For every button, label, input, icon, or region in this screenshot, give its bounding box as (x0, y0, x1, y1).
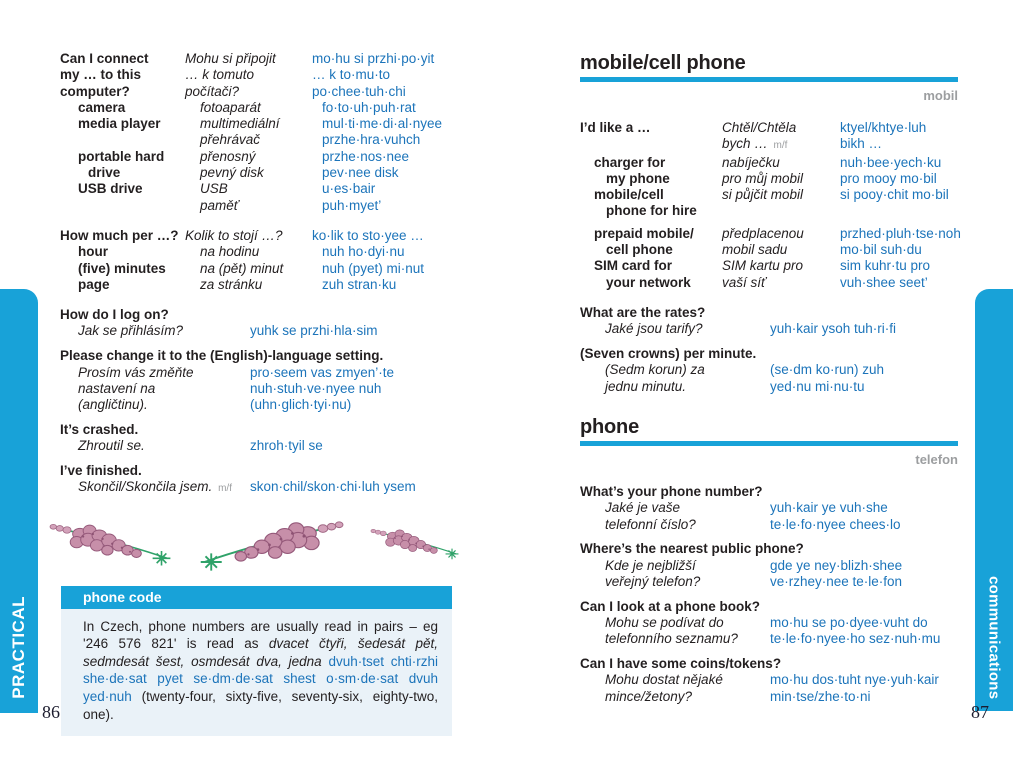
english-text: your network (606, 274, 691, 290)
phrase-table (60, 51, 462, 214)
gender-note: m/f (770, 140, 788, 152)
pronunciation-text: te·le·fo·nyee·ho sez·nuh·mu (770, 631, 941, 647)
page-number-left: 86 (42, 702, 60, 722)
english-text: USB drive (78, 181, 143, 197)
phrase-row (60, 149, 462, 165)
section-tab-practical (0, 289, 38, 713)
phrase-row (60, 132, 462, 148)
phrase-line (580, 615, 958, 631)
pronunciation-text: puh·myet’ (322, 197, 382, 213)
english-phrase: (Seven crowns) per minute. (580, 346, 757, 362)
section-underline (580, 441, 958, 446)
phrase-row (60, 100, 462, 116)
czech-text: na (pět) minut (200, 260, 284, 276)
tab-label: communications (985, 575, 1003, 699)
czech-text: nabíječku (722, 154, 780, 170)
pronunciation-text: fo·to·uh·puh·rat (322, 99, 416, 115)
phrase-row (60, 277, 462, 293)
phrase-row (580, 136, 958, 154)
english-text: mobile/cell (594, 187, 664, 203)
czech-text: Zhroutil se. (78, 438, 145, 454)
phrase-block (60, 463, 462, 498)
czech-text: … k tomuto (185, 67, 255, 83)
pronunciation-text: ve·rzhey·nee te·le·fon (770, 573, 903, 589)
english-text: camera (78, 99, 126, 115)
phrase-section (580, 52, 961, 395)
pronunciation-text: nuh·stuh·ve·nyee nuh (250, 380, 382, 396)
phrase-line (580, 689, 958, 705)
english-text: portable hard (78, 148, 165, 164)
czech-text (722, 203, 840, 219)
section-underline (580, 77, 958, 82)
pronunciation-text: te·le·fo·nyee chees·lo (770, 516, 901, 532)
pronunciation-text: zhroh·tyil se (250, 438, 323, 454)
phrase-block (60, 422, 462, 455)
czech-text: Chtěl/Chtěla (722, 120, 797, 135)
pronunciation-text: pro mooy mo·bil (840, 170, 937, 186)
english-text: (five) minutes (78, 260, 166, 276)
czech-text: pevný disk (200, 165, 264, 181)
phrase-block (60, 307, 462, 340)
czech-text: bych … m/f (722, 136, 788, 152)
english-text: charger for (594, 154, 666, 170)
phrase-row (60, 51, 462, 67)
phrase-row (60, 244, 462, 260)
phrase-row (60, 198, 462, 214)
pronunciation-text: bikh … (840, 136, 883, 152)
pronunciation-text: zuh stran·ku (322, 276, 397, 292)
english-text: computer? (60, 83, 130, 99)
english-phrase: What’s your phone number? (580, 483, 763, 499)
phrase-line (580, 558, 958, 574)
czech-text: Mohu si připojit (185, 51, 276, 66)
chapter-tab-communications (975, 289, 1013, 711)
phrase-block (580, 484, 958, 533)
czech-text: Kolik to stojí …? (185, 227, 283, 243)
english-text (580, 136, 722, 154)
phrase-line (580, 362, 958, 378)
phrase-block (580, 305, 958, 338)
english-phrase: It’s crashed. (60, 421, 139, 437)
pronunciation-text: vuh·shee seet’ (840, 274, 928, 290)
phrase-line (60, 381, 462, 397)
pronunciation-text: yuh·kair ye vuh·she (770, 500, 888, 516)
text-segment: dvacet čtyři, šedesát pět, sedmdesát šest, osmdesát dva, jedna (83, 636, 439, 669)
english-text (60, 198, 185, 214)
czech-text: USB (200, 181, 228, 197)
phrase-row (580, 203, 958, 219)
czech-text: mince/žetony? (605, 688, 693, 704)
flower-decorations (46, 506, 462, 576)
english-phrase: Please change it to the (English)-language setting. (60, 348, 384, 364)
english-text: Can I connect (60, 51, 149, 66)
pronunciation-text: mul·ti·me·di·al·nyee (322, 116, 443, 132)
phrase-row (580, 242, 958, 258)
phrase-block (580, 346, 958, 395)
phrase-row (60, 116, 462, 132)
phrase-line (60, 365, 462, 381)
pronunciation-text: sim kuhr·tu pro (840, 258, 931, 274)
page-number-right: 87 (971, 702, 989, 722)
phrase-line (580, 517, 958, 533)
flower-garland-icon (368, 522, 462, 560)
czech-text: na hodinu (200, 244, 260, 260)
phrase-row (580, 120, 958, 136)
phrase-row (60, 67, 462, 83)
czech-text: mobil sadu (722, 242, 788, 258)
phrase-section (580, 416, 958, 705)
czech-text: Kde je nejbližší (605, 557, 696, 573)
info-box-title: phone code (61, 586, 452, 609)
pronunciation-text: (uhn·glich·tyi·nu) (250, 397, 352, 413)
tab-label: PRACTICAL (9, 596, 28, 699)
phrase-line (580, 672, 958, 688)
czech-text: veřejný telefon? (605, 573, 701, 589)
english-phrase: How do I log on? (60, 307, 169, 323)
section-subtitle: telefon (915, 451, 958, 467)
pronunciation-text: yuhk se przhi·hla·sim (250, 323, 378, 339)
english-text (60, 132, 185, 148)
phrase-line (60, 479, 462, 497)
pronunciation-text: przhe·hra·vuhch (322, 132, 421, 148)
flower-garland-icon (46, 514, 175, 567)
english-text: my phone (606, 170, 670, 186)
phrase-row (580, 275, 958, 291)
pronunciation-text: po·chee·tuh·chi (312, 83, 406, 99)
phrase-line (60, 323, 462, 339)
phrase-row (580, 155, 958, 171)
czech-text: Jaké jsou tarify? (605, 321, 703, 337)
section-subtitle: mobil (923, 88, 958, 103)
pronunciation-text: si pooy·chit mo·bil (840, 187, 949, 203)
flower-garland-icon (195, 510, 348, 572)
text-segment: (twenty-four, sixty-five, seventy-six, eighty-two, one). (83, 689, 438, 722)
pronunciation-text: mo·hu si przhi·po·yit (312, 51, 435, 66)
czech-text: Skončil/Skončila jsem. m/f (78, 479, 232, 495)
info-box-body (61, 609, 452, 737)
czech-text: Prosím vás změňte (78, 364, 194, 380)
czech-text: předplacenou (722, 225, 804, 241)
english-phrase: What are the rates? (580, 304, 706, 320)
phrase-row (60, 261, 462, 277)
english-text: I’d like a … (580, 120, 651, 135)
pronunciation-text: nuh (pyet) mi·nut (322, 260, 425, 276)
phrase-block (580, 656, 958, 705)
phrase-table (580, 120, 961, 291)
english-phrase: I’ve finished. (60, 463, 142, 479)
czech-text: SIM kartu pro (722, 258, 804, 274)
gender-note: m/f (215, 483, 232, 495)
czech-text: (Sedm korun) za (605, 362, 705, 378)
czech-text: pro můj mobil (722, 170, 804, 186)
pronunciation-text: nuh·bee·yech·ku (840, 154, 942, 170)
czech-text: telefonního seznamu? (605, 631, 738, 647)
right-page-content (580, 52, 961, 726)
czech-text: multimediální (200, 116, 280, 132)
phrase-row (60, 181, 462, 197)
czech-text: nastavení na (78, 380, 156, 396)
phrase-row (60, 84, 462, 100)
czech-text: Jaké je vaše (605, 500, 681, 516)
phrase-table (60, 228, 462, 293)
pronunciation-text: mo·hu dos·tuht nye·yuh·kair (770, 672, 939, 688)
czech-text: paměť (200, 197, 239, 213)
english-text: prepaid mobile/ (594, 225, 694, 241)
phrase-row (580, 171, 958, 187)
english-text: drive (88, 165, 121, 181)
english-text: page (78, 276, 110, 292)
phrase-block (60, 348, 462, 413)
left-page-content (60, 51, 462, 736)
pronunciation-text: gde ye ney·blizh·shee (770, 557, 903, 573)
czech-text: za stránku (200, 276, 263, 292)
pronunciation-text: nuh ho·dyi·nu (322, 244, 405, 260)
english-text: cell phone (606, 242, 673, 258)
phrase-block (580, 599, 958, 648)
phrase-row (580, 225, 961, 242)
phrase-row (580, 258, 958, 274)
pronunciation-text: yuh·kair ysoh tuh·ri·fi (770, 321, 897, 337)
czech-text: Jak se přihlásím? (78, 323, 184, 339)
czech-text: (angličtinu). (78, 397, 148, 413)
pronunciation-text: mo·hu se po·dyee·vuht do (770, 615, 928, 631)
pronunciation-text (840, 203, 958, 219)
pronunciation-text: u·es·bair (322, 181, 376, 197)
czech-text: fotoaparát (200, 99, 261, 115)
left-page-phrases (60, 51, 462, 498)
pronunciation-text: min·tse/zhe·to·ni (770, 688, 871, 704)
english-phrase: Where’s the nearest public phone? (580, 541, 804, 557)
czech-text: počítači? (185, 83, 240, 99)
pronunciation-text: pev·nee disk (322, 165, 399, 181)
english-phrase: Can I look at a phone book? (580, 598, 761, 614)
text-segment: In Czech, phone numbers are usually read in pairs – eg '246 576 821' is read as (83, 618, 438, 652)
czech-text: si půjčit mobil (722, 187, 804, 203)
czech-text: Mohu dostat nějaké (605, 672, 723, 688)
czech-text: jednu minutu. (605, 378, 687, 394)
pronunciation-text: pro·seem vas zmyen’·te (250, 364, 395, 380)
pronunciation-text: skon·chil/skon·chi·luh ysem (250, 479, 416, 495)
english-phrase: Can I have some coins/tokens? (580, 656, 782, 672)
pronunciation-text: … k to·mu·to (312, 67, 391, 83)
phrase-row (60, 165, 462, 181)
english-text: phone for hire (606, 203, 697, 219)
english-text: media player (78, 116, 161, 132)
phrase-line (580, 631, 958, 647)
pronunciation-text: ktyel/khtye·luh (840, 120, 927, 135)
phrase-row (60, 228, 462, 244)
pronunciation-text: przhed·pluh·tse·noh (840, 225, 961, 241)
pronunciation-text: ko·lik to sto·yee … (312, 227, 424, 243)
section-title: mobile/cell phone (580, 52, 746, 74)
czech-text: přehrávač (200, 132, 261, 148)
phrase-line (580, 321, 958, 337)
czech-text: telefonní číslo? (605, 516, 696, 532)
text-segment: dvuh·tset chti·rzhi she·de·sat pyet se·dm·de·sat shest o·sm·de·sat dvuh yed·nuh (83, 653, 438, 704)
phrase-line (580, 379, 958, 395)
pronunciation-text: yed·nu mi·nu·tu (770, 378, 865, 394)
phrase-line (60, 438, 462, 454)
english-text: How much per …? (60, 227, 179, 243)
phrase-line (60, 397, 462, 413)
pronunciation-text: przhe·nos·nee (322, 148, 410, 164)
czech-text: přenosný (200, 148, 256, 164)
pronunciation-text: mo·bil suh·du (840, 242, 922, 258)
phone-code-info-box (61, 586, 452, 737)
phrase-line (580, 574, 958, 590)
phrase-block (580, 541, 958, 590)
section-content (580, 120, 961, 395)
czech-text: Mohu se podívat do (605, 615, 724, 631)
phrase-line (580, 500, 958, 516)
czech-text: vaší síť (722, 274, 766, 290)
section-content (580, 484, 958, 705)
pronunciation-text: (se·dm ko·run) zuh (770, 362, 885, 378)
section-title: phone (580, 415, 639, 438)
phrase-row (580, 187, 958, 203)
english-text: hour (78, 244, 108, 260)
english-text: my … to this (60, 67, 142, 83)
english-text: SIM card for (594, 258, 673, 274)
